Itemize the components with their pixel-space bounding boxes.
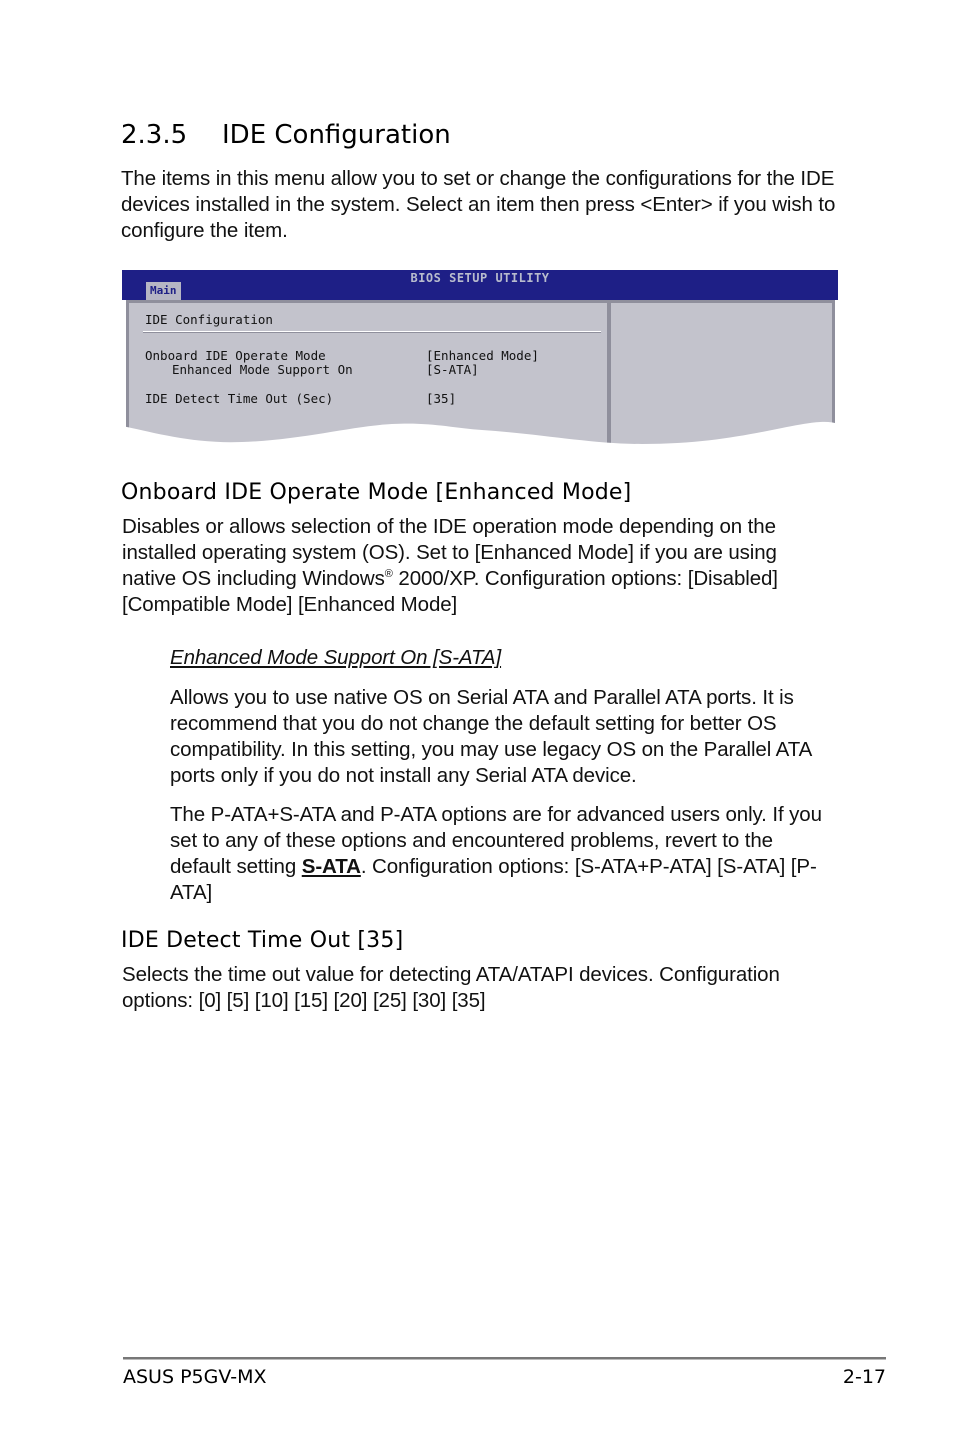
onboard-text-after: 2000/XP. Configuration options: [Disabled] [Compatible Mode] [Enhanced Mode]	[122, 567, 778, 616]
default-setting: S-ATA	[301, 855, 361, 878]
section-number: 2.3.5	[121, 120, 188, 150]
bios-header-bar	[122, 270, 838, 300]
page-number: 2-17	[842, 1366, 886, 1388]
bios-row-label: IDE Detect Time Out (Sec)	[145, 391, 334, 406]
enhanced-mode-paragraph-1: Allows you to use native OS on Serial ATA and Parallel ATA ports. It is recommend that you do not change the default setting for better OS compatibility. In this setting, you may use legacy OS on the Parallel ATA ports only if you do not install any Serial ATA device.	[170, 686, 812, 787]
onboard-ide-paragraph	[122, 514, 832, 618]
p2-text-after: . Configuration options: [S-ATA+P-ATA] [S-ATA] [P-ATA]	[170, 855, 817, 904]
enhanced-mode-subheading: Enhanced Mode Support On [S-ATA]	[170, 646, 502, 669]
bios-header-title: BIOS SETUP UTILITY	[410, 271, 550, 285]
onboard-ide-heading: Onboard IDE Operate Mode [Enhanced Mode]	[121, 480, 632, 505]
registered-mark: ®	[384, 568, 393, 581]
bios-panel-title: IDE Configuration	[145, 312, 273, 327]
ide-detect-heading: IDE Detect Time Out [35]	[121, 928, 404, 953]
ide-detect-paragraph: Selects the time out value for detecting ATA/ATAPI devices. Configuration options: [0] [5] [10] [15] [20] [25] [30] [35]	[122, 963, 780, 1012]
torn-edge	[122, 418, 838, 456]
footer-product: ASUS P5GV-MX	[123, 1366, 267, 1388]
p2-text-before: The P-ATA+S-ATA and P-ATA options are for advanced users only. If you set to any of these options and encountered problems, revert to the default setting	[170, 803, 822, 878]
intro-paragraph: The items in this menu allow you to set or change the configurations for the IDE devices installed in the system. Select an item then press <Enter> if you wish to configure the item.	[121, 167, 836, 242]
enhanced-mode-paragraph-2	[170, 802, 838, 906]
bios-tab-main: Main	[146, 282, 181, 300]
section-title: IDE Configuration	[222, 120, 451, 150]
bios-divider	[143, 331, 601, 333]
bios-row-value: [S-ATA]	[426, 362, 479, 377]
onboard-text-before: Disables or allows selection of the IDE operation mode depending on the installed operating system (OS). Set to [Enhanced Mode] if you are using native OS including Windows	[122, 515, 777, 590]
bios-row-label: Enhanced Mode Support On	[172, 362, 353, 377]
bios-row-value: [Enhanced Mode]	[426, 348, 539, 363]
bios-screenshot	[122, 270, 838, 456]
bios-row-label: Onboard IDE Operate Mode	[145, 348, 326, 363]
bios-row-value: [35]	[426, 391, 457, 406]
footer-rule	[123, 1357, 886, 1360]
section-heading	[121, 120, 451, 150]
